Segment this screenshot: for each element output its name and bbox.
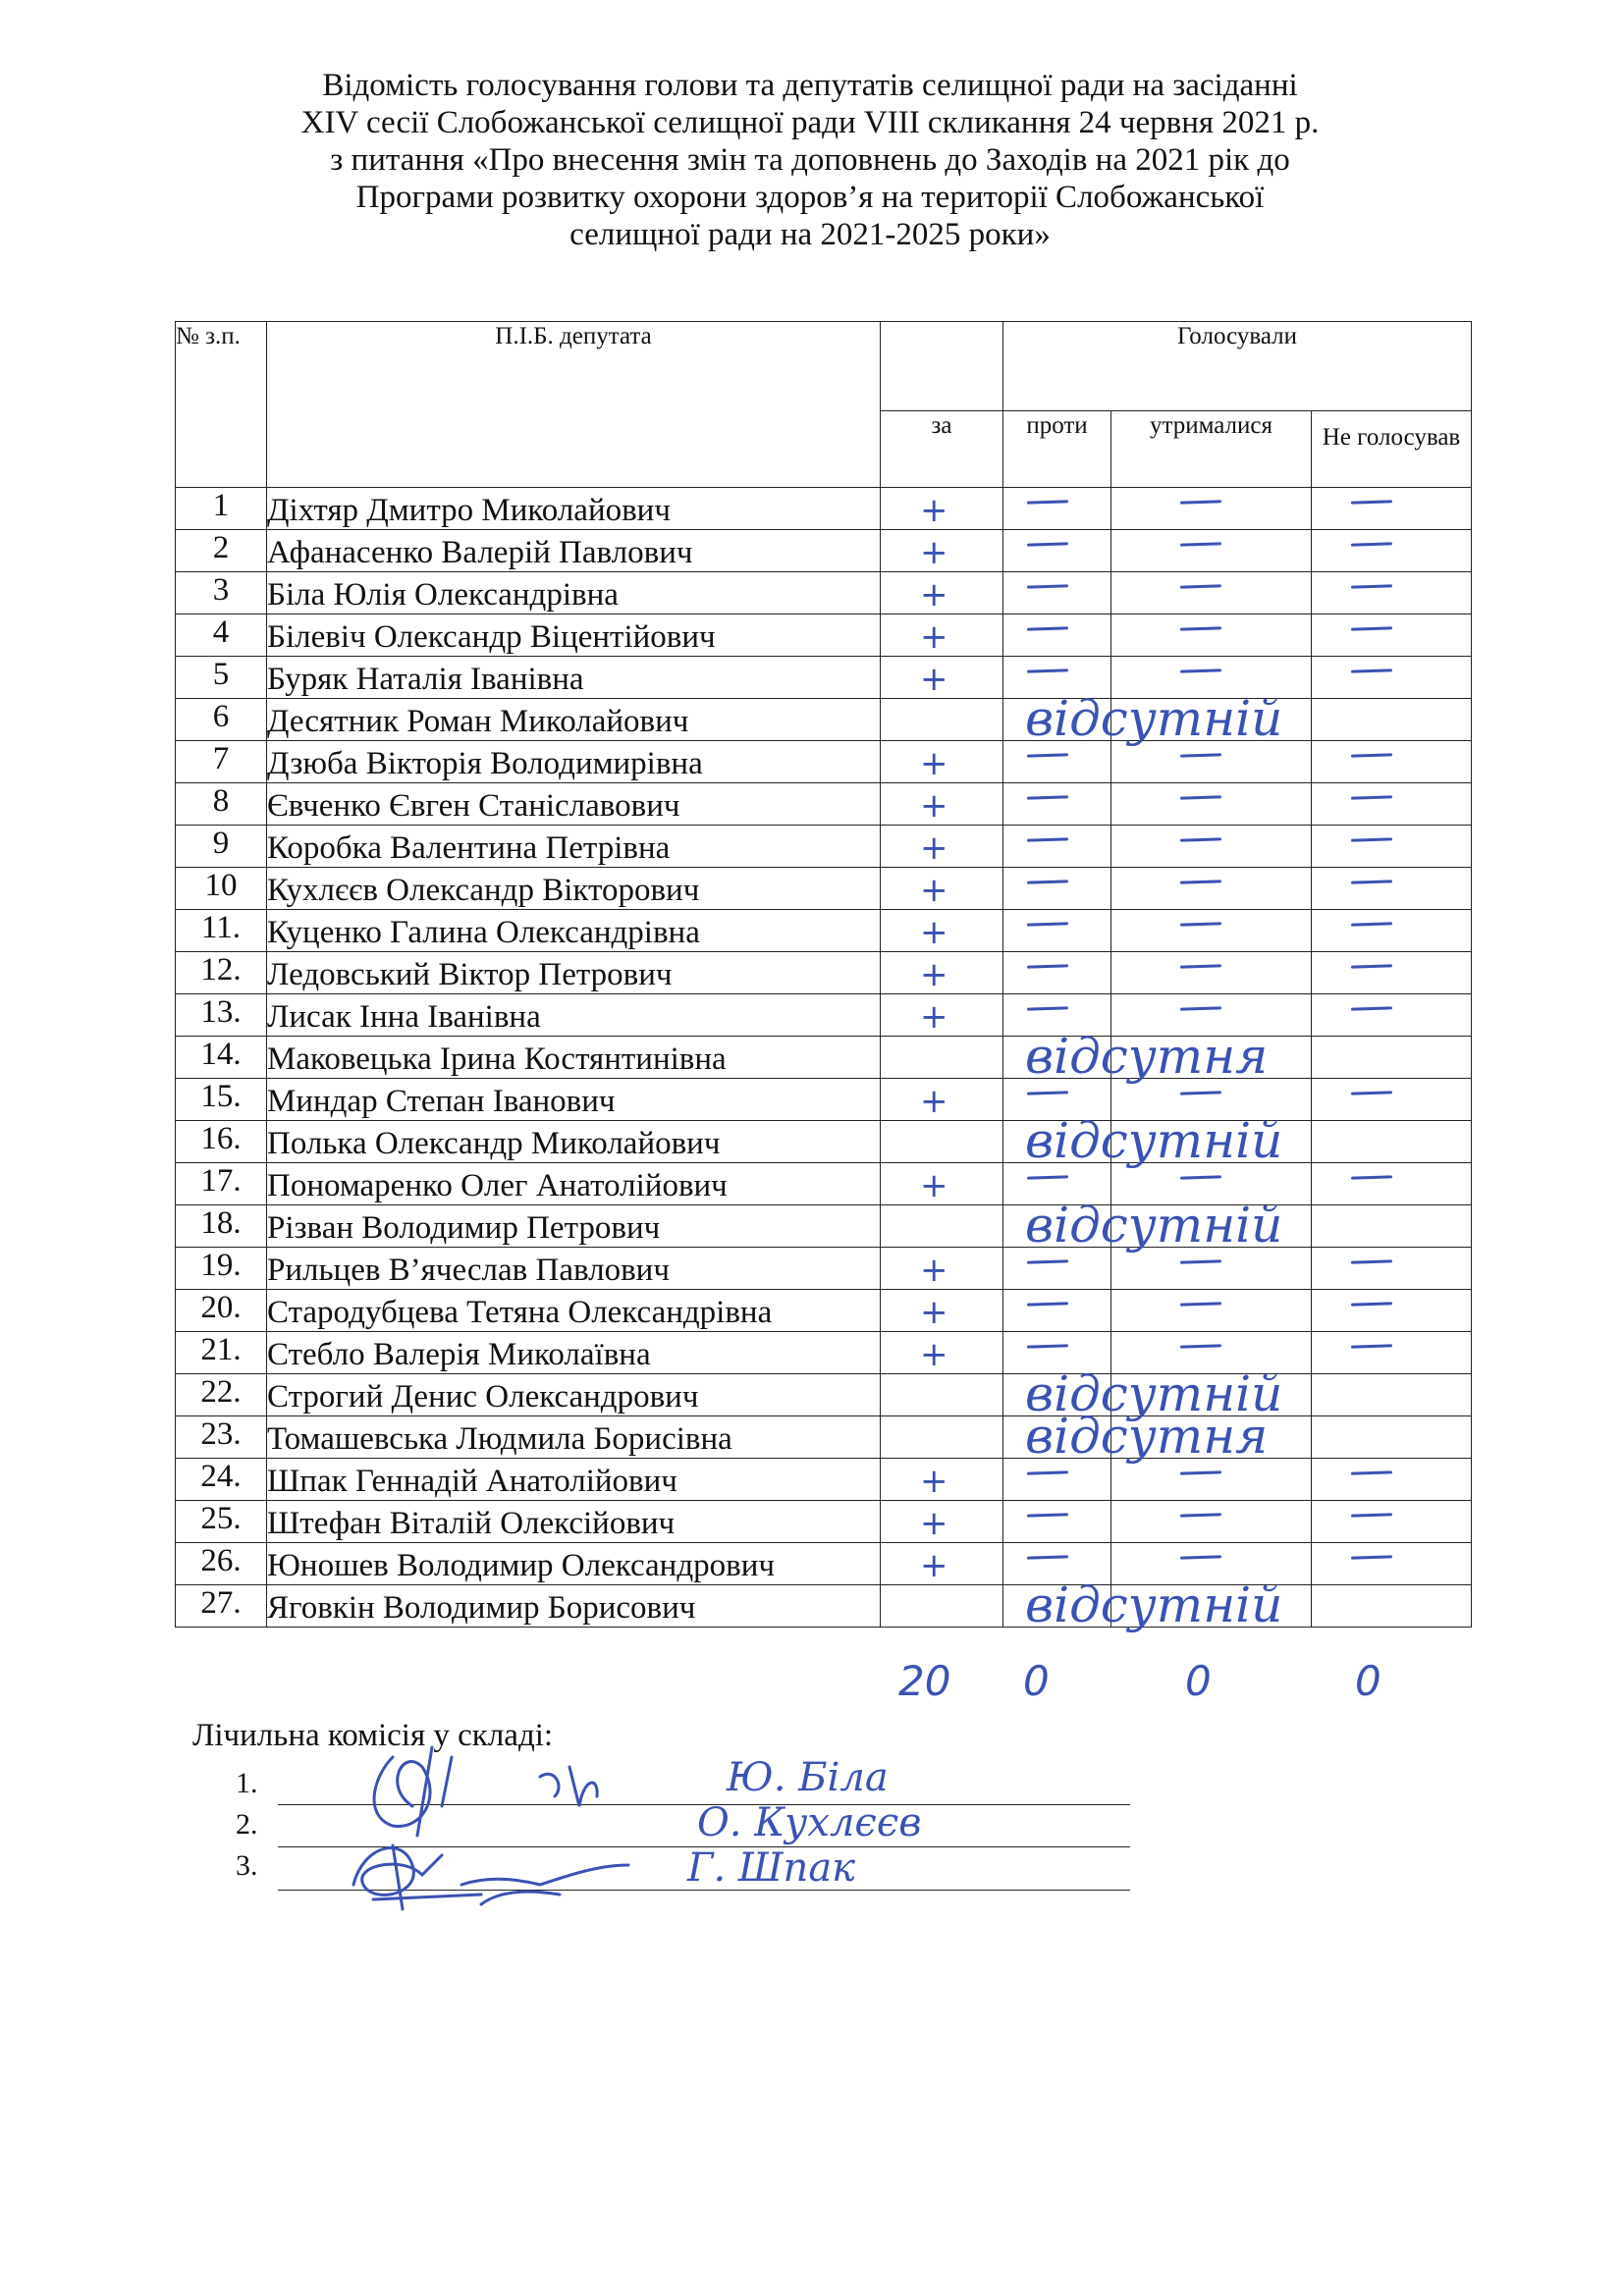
table-row <box>176 868 1472 910</box>
vote-for-cell <box>881 530 1003 572</box>
row-number: 24. <box>176 1459 267 1501</box>
commission-label: Лічильна комісія у складі: <box>192 1718 554 1753</box>
vote-against-cell <box>1003 826 1111 868</box>
handwritten-absent: відсутній <box>1025 1197 1283 1254</box>
signature-name: Г. Шпак <box>687 1845 856 1891</box>
vote-not-voted-cell <box>1312 868 1472 910</box>
vote-not-voted-cell <box>1312 1037 1472 1079</box>
vote-abstained-cell <box>1111 910 1312 952</box>
deputy-name: Юношев Володимир Олександрович <box>267 1543 881 1585</box>
vote-against-cell <box>1003 952 1111 994</box>
deputy-name: Рильцев В’ячеслав Павлович <box>267 1248 881 1290</box>
signature-name: Ю. Біла <box>727 1755 889 1800</box>
vote-against-cell <box>1003 530 1111 572</box>
deputy-name: Афанасенко Валерій Павлович <box>267 530 881 572</box>
header-number: № з.п. <box>176 322 267 488</box>
table-row <box>176 952 1472 994</box>
vote-for-cell <box>881 741 1003 783</box>
handwritten-plus: + <box>920 1335 948 1374</box>
vote-against-cell <box>1003 1197 1283 1254</box>
handwritten-dash <box>1027 500 1068 504</box>
deputy-name: Миндар Степан Іванович <box>267 1079 881 1121</box>
handwritten-dash <box>1180 1513 1221 1517</box>
vote-against-cell <box>1003 1290 1111 1332</box>
handwritten-dash <box>1351 880 1392 883</box>
vote-not-voted-cell <box>1312 826 1472 868</box>
row-number: 12. <box>176 952 267 994</box>
vote-not-voted-cell <box>1312 530 1472 572</box>
row-number: 5 <box>176 657 267 699</box>
vote-not-voted-cell <box>1312 1121 1472 1163</box>
handwritten-dash <box>1351 1513 1392 1517</box>
handwritten-plus: + <box>920 660 948 699</box>
handwritten-dash <box>1027 1344 1068 1348</box>
header-against: проти <box>1003 411 1111 488</box>
vote-for-cell <box>881 1416 1003 1459</box>
deputy-name: Десятник Роман Миколайович <box>267 699 881 741</box>
deputy-name: Білевіч Олександр Віцентійович <box>267 614 881 657</box>
row-number: 15. <box>176 1079 267 1121</box>
handwritten-plus: + <box>920 1293 948 1332</box>
vote-not-voted-cell <box>1312 1079 1472 1121</box>
vote-for-cell <box>881 1543 1003 1585</box>
row-number: 20. <box>176 1290 267 1332</box>
table-row <box>176 614 1472 657</box>
handwritten-dash <box>1027 1470 1068 1474</box>
handwritten-dash <box>1351 1470 1392 1474</box>
vote-against-cell <box>1003 783 1111 826</box>
vote-abstained-cell <box>1111 783 1312 826</box>
table-row <box>176 699 1472 741</box>
handwritten-dash <box>1351 964 1392 968</box>
row-number: 11. <box>176 910 267 952</box>
vote-for-cell <box>881 1290 1003 1332</box>
vote-not-voted-cell <box>1312 1416 1472 1459</box>
handwritten-plus: + <box>920 828 948 868</box>
vote-not-voted-cell <box>1312 994 1472 1037</box>
vote-for-cell <box>881 952 1003 994</box>
vote-against-cell <box>1003 868 1111 910</box>
handwritten-dash <box>1180 1006 1221 1010</box>
handwritten-dash <box>1027 795 1068 799</box>
handwritten-dash <box>1351 500 1392 504</box>
vote-abstained-cell <box>1111 488 1312 530</box>
handwritten-dash <box>1351 584 1392 588</box>
deputy-name: Яговкін Володимир Борисович <box>267 1585 881 1628</box>
vote-not-voted-cell <box>1312 699 1472 741</box>
handwritten-dash <box>1351 753 1392 757</box>
handwritten-dash <box>1027 1302 1068 1306</box>
header-voted: Голосували <box>1003 322 1472 411</box>
handwritten-dash <box>1351 1344 1392 1348</box>
vote-not-voted-cell <box>1312 910 1472 952</box>
handwritten-plus: + <box>920 744 948 783</box>
vote-against-cell <box>1003 1112 1283 1169</box>
handwritten-dash <box>1351 668 1392 672</box>
handwritten-dash <box>1180 795 1221 799</box>
row-number: 13. <box>176 994 267 1037</box>
vote-for-cell <box>881 1037 1003 1079</box>
commission-item-number: 2. <box>236 1808 258 1841</box>
handwritten-dash <box>1027 837 1068 841</box>
handwritten-dash <box>1027 1513 1068 1517</box>
handwritten-plus: + <box>920 575 948 614</box>
vote-for-cell <box>881 868 1003 910</box>
vote-for-cell <box>881 910 1003 952</box>
row-number: 26. <box>176 1543 267 1585</box>
row-number: 22. <box>176 1374 267 1416</box>
vote-for-cell <box>881 1459 1003 1501</box>
row-number: 4 <box>176 614 267 657</box>
handwritten-dash <box>1180 1175 1221 1179</box>
table-row <box>176 910 1472 952</box>
header-blank <box>881 322 1003 411</box>
handwritten-dash <box>1180 880 1221 883</box>
vote-for-cell <box>881 826 1003 868</box>
handwritten-plus: + <box>920 1546 948 1585</box>
vote-against-cell <box>1003 1576 1283 1633</box>
row-number: 10 <box>176 868 267 910</box>
vote-not-voted-cell <box>1312 1585 1472 1628</box>
row-number: 19. <box>176 1248 267 1290</box>
row-number: 2 <box>176 530 267 572</box>
handwritten-dash <box>1351 1302 1392 1306</box>
handwritten-dash <box>1180 1259 1221 1263</box>
handwritten-dash <box>1180 584 1221 588</box>
vote-against-cell <box>1003 1408 1269 1465</box>
handwritten-dash <box>1027 584 1068 588</box>
vote-for-cell <box>881 783 1003 826</box>
handwritten-dash <box>1351 542 1392 546</box>
handwritten-dash <box>1027 922 1068 926</box>
vote-not-voted-cell <box>1312 1374 1472 1416</box>
deputy-name: Лисак Інна Іванівна <box>267 994 881 1037</box>
deputy-name: Стебло Валерія Миколаївна <box>267 1332 881 1374</box>
table-row <box>176 1205 1472 1248</box>
handwritten-dash <box>1351 837 1392 841</box>
handwritten-dash <box>1180 500 1221 504</box>
handwritten-dash <box>1027 1006 1068 1010</box>
commission-item-number: 3. <box>236 1849 258 1882</box>
table-row <box>176 1374 1472 1416</box>
handwritten-dash <box>1180 1091 1221 1095</box>
handwritten-dash <box>1180 1302 1221 1306</box>
deputy-name: Біла Юлія Олександрівна <box>267 572 881 614</box>
handwritten-plus: + <box>920 871 948 910</box>
handwritten-absent: відсутня <box>1025 1408 1269 1465</box>
deputy-name: Штефан Віталій Олексійович <box>267 1501 881 1543</box>
handwritten-plus: + <box>920 617 948 657</box>
handwritten-dash <box>1027 880 1068 883</box>
handwritten-plus: + <box>920 1166 948 1205</box>
handwritten-dash <box>1180 1555 1221 1559</box>
handwritten-dash <box>1027 542 1068 546</box>
vote-not-voted-cell <box>1312 952 1472 994</box>
handwritten-plus: + <box>920 533 948 572</box>
vote-for-cell <box>881 614 1003 657</box>
vote-against-cell <box>1003 1501 1111 1543</box>
commission-item-number: 1. <box>236 1767 258 1799</box>
row-number: 21. <box>176 1332 267 1374</box>
handwritten-plus: + <box>920 955 948 994</box>
vote-for-cell <box>881 1585 1003 1628</box>
deputy-name: Дзюба Вікторія Володимирівна <box>267 741 881 783</box>
row-number: 14. <box>176 1037 267 1079</box>
vote-not-voted-cell <box>1312 1205 1472 1248</box>
handwritten-dash <box>1180 668 1221 672</box>
handwritten-absent: відсутній <box>1025 1112 1283 1169</box>
handwritten-dash <box>1027 668 1068 672</box>
row-number: 7 <box>176 741 267 783</box>
title-line: XIV сесії Слобожанської селищної ради VIII скликання 24 червня 2021 р. <box>300 105 1320 140</box>
title-line: Відомість голосування голови та депутатів селищної ради на засіданні <box>322 68 1298 103</box>
deputy-name: Євченко Євген Станіславович <box>267 783 881 826</box>
handwritten-plus: + <box>920 1462 948 1501</box>
vote-for-cell <box>881 1501 1003 1543</box>
vote-against-cell <box>1003 488 1111 530</box>
row-number: 8 <box>176 783 267 826</box>
deputy-name: Маковецька Ірина Костянтинівна <box>267 1037 881 1079</box>
vote-not-voted-cell <box>1312 488 1472 530</box>
handwritten-plus: + <box>920 1082 948 1121</box>
vote-for-cell <box>881 1374 1003 1416</box>
vote-not-voted-cell <box>1312 1543 1472 1585</box>
header-abstained: утрималися <box>1111 411 1312 488</box>
handwritten-dash <box>1351 1555 1392 1559</box>
vote-abstained-cell <box>1111 952 1312 994</box>
row-number: 1 <box>176 488 267 530</box>
table-row <box>176 1459 1472 1501</box>
vote-not-voted-cell <box>1312 1501 1472 1543</box>
handwritten-dash <box>1180 837 1221 841</box>
vote-not-voted-cell <box>1312 657 1472 699</box>
vote-not-voted-cell <box>1312 741 1472 783</box>
handwritten-dash <box>1180 542 1221 546</box>
vote-for-cell <box>881 1332 1003 1374</box>
table-row <box>176 1290 1472 1332</box>
handwritten-dash <box>1027 1091 1068 1095</box>
deputy-name: Строгий Денис Олександрович <box>267 1374 881 1416</box>
handwritten-dash <box>1351 922 1392 926</box>
handwritten-dash <box>1180 1344 1221 1348</box>
deputy-name: Буряк Наталія Іванівна <box>267 657 881 699</box>
deputy-name: Коробка Валентина Петрівна <box>267 826 881 868</box>
deputy-name: Пономаренко Олег Анатолійович <box>267 1163 881 1205</box>
total-abstained: 0 <box>1185 1657 1212 1705</box>
vote-against-cell <box>1003 614 1111 657</box>
vote-abstained-cell <box>1111 1501 1312 1543</box>
deputy-name: Томашевська Людмила Борисівна <box>267 1416 881 1459</box>
handwritten-plus: + <box>920 1251 948 1290</box>
table-row <box>176 826 1472 868</box>
deputy-name: Різван Володимир Петрович <box>267 1205 881 1248</box>
document-title <box>157 67 1463 253</box>
vote-not-voted-cell <box>1312 614 1472 657</box>
header-name: П.І.Б. депутата <box>267 322 881 488</box>
handwritten-dash <box>1351 1091 1392 1095</box>
handwritten-dash <box>1027 753 1068 757</box>
title-line: селищної ради на 2021-2025 роки» <box>569 217 1051 252</box>
vote-against-cell <box>1003 1028 1269 1085</box>
row-number: 27. <box>176 1585 267 1628</box>
vote-against-cell <box>1003 572 1111 614</box>
handwritten-absent: відсутня <box>1025 1028 1269 1085</box>
voting-table <box>175 321 1472 1633</box>
handwritten-dash <box>1180 626 1221 630</box>
header-for: за <box>881 411 1003 488</box>
vote-abstained-cell <box>1111 868 1312 910</box>
row-number: 17. <box>176 1163 267 1205</box>
row-number: 3 <box>176 572 267 614</box>
handwritten-dash <box>1180 753 1221 757</box>
handwritten-absent: відсутній <box>1025 1576 1283 1633</box>
vote-not-voted-cell <box>1312 1290 1472 1332</box>
handwritten-dash <box>1027 626 1068 630</box>
handwritten-dash <box>1180 922 1221 926</box>
vote-not-voted-cell <box>1312 1459 1472 1501</box>
handwritten-dash <box>1027 1259 1068 1263</box>
handwritten-dash <box>1351 795 1392 799</box>
vote-against-cell <box>1003 910 1111 952</box>
handwritten-dash <box>1351 1259 1392 1263</box>
vote-for-cell <box>881 1163 1003 1205</box>
header-not-voted: Не голосував <box>1312 411 1472 488</box>
vote-abstained-cell <box>1111 1290 1312 1332</box>
table-row <box>176 783 1472 826</box>
vote-not-voted-cell <box>1312 783 1472 826</box>
vote-for-cell <box>881 1248 1003 1290</box>
signature-name: О. Кухлєєв <box>697 1800 922 1845</box>
vote-not-voted-cell <box>1312 572 1472 614</box>
table-row <box>176 1037 1472 1079</box>
deputy-name: Кухлєєв Олександр Вікторович <box>267 868 881 910</box>
vote-abstained-cell <box>1111 826 1312 868</box>
deputy-name: Ледовський Віктор Петрович <box>267 952 881 994</box>
table-row <box>176 572 1472 614</box>
handwritten-plus: + <box>920 913 948 952</box>
table-row <box>176 1121 1472 1163</box>
handwritten-plus: + <box>920 786 948 826</box>
handwritten-plus: + <box>920 1504 948 1543</box>
vote-for-cell <box>881 657 1003 699</box>
vote-for-cell <box>881 994 1003 1037</box>
vote-not-voted-cell <box>1312 1163 1472 1205</box>
vote-for-cell <box>881 699 1003 741</box>
row-number: 23. <box>176 1416 267 1459</box>
vote-for-cell <box>881 488 1003 530</box>
vote-for-cell <box>881 1121 1003 1163</box>
total-against: 0 <box>1023 1657 1050 1705</box>
row-number: 16. <box>176 1121 267 1163</box>
total-for: 20 <box>898 1657 951 1705</box>
deputy-name: Куценко Галина Олександрівна <box>267 910 881 952</box>
table-row <box>176 488 1472 530</box>
vote-abstained-cell <box>1111 530 1312 572</box>
vote-abstained-cell <box>1111 572 1312 614</box>
table-row <box>176 1585 1472 1628</box>
vote-not-voted-cell <box>1312 1248 1472 1290</box>
handwritten-plus: + <box>920 997 948 1037</box>
handwritten-dash <box>1351 1175 1392 1179</box>
vote-for-cell <box>881 1079 1003 1121</box>
row-number: 6 <box>176 699 267 741</box>
handwritten-dash <box>1351 1006 1392 1010</box>
vote-abstained-cell <box>1111 614 1312 657</box>
table-row <box>176 1501 1472 1543</box>
deputy-name: Стародубцева Тетяна Олександрівна <box>267 1290 881 1332</box>
deputy-name: Полька Олександр Миколайович <box>267 1121 881 1163</box>
handwritten-dash <box>1027 1555 1068 1559</box>
handwritten-absent: відсутній <box>1025 1365 1283 1422</box>
vote-against-cell <box>1003 690 1283 747</box>
handwritten-dash <box>1180 1470 1221 1474</box>
handwritten-absent: відсутній <box>1025 690 1283 747</box>
row-number: 18. <box>176 1205 267 1248</box>
title-line: Програми розвитку охорони здоров’я на території Слобожанської <box>355 180 1265 215</box>
handwritten-dash <box>1027 964 1068 968</box>
handwritten-dash <box>1180 964 1221 968</box>
handwritten-plus: + <box>920 491 948 530</box>
row-number: 25. <box>176 1501 267 1543</box>
vote-for-cell <box>881 1205 1003 1248</box>
handwritten-signatures <box>334 1737 707 1924</box>
vote-for-cell <box>881 572 1003 614</box>
row-number: 9 <box>176 826 267 868</box>
total-not-voted: 0 <box>1355 1657 1381 1705</box>
handwritten-dash <box>1027 1175 1068 1179</box>
handwritten-dash <box>1351 626 1392 630</box>
vote-not-voted-cell <box>1312 1332 1472 1374</box>
table-row <box>176 530 1472 572</box>
deputy-name: Шпак Геннадій Анатолійович <box>267 1459 881 1501</box>
table-row <box>176 994 1472 1037</box>
deputy-name: Діхтяр Дмитро Миколайович <box>267 488 881 530</box>
title-line: з питання «Про внесення змін та доповнень до Заходів на 2021 рік до <box>330 142 1290 178</box>
